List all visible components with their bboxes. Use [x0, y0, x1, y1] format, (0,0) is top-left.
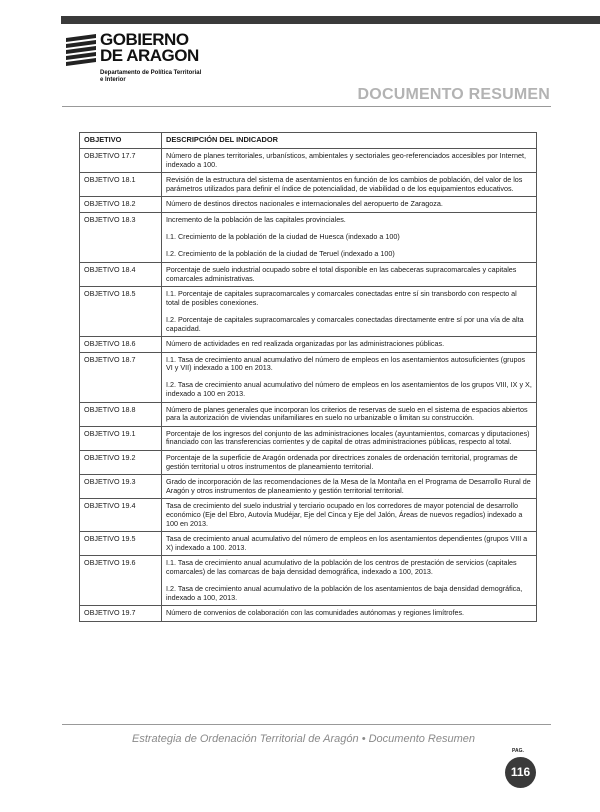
table-row [80, 337, 537, 353]
descripcion-cell [162, 149, 537, 173]
descripcion-cell [162, 212, 537, 262]
descripcion-cell [162, 287, 537, 337]
indicator-text: I.1. Tasa de crecimiento anual acumulativo de la población de los centros de prestación de servicios (capitales comarcales) de las comarcas de baja densidad demográfica, indexado a 100, 2013. [166, 558, 517, 576]
logo-title [100, 32, 199, 64]
indicator-text: I.1. Porcentaje de capitales supracomarcales y comarcales conectadas entre sí sin transbordo con respecto al total de posibles conexiones. [166, 289, 517, 307]
descripcion-cell [162, 532, 537, 556]
indicator-text: Número de planes generales que incorporan los criterios de reservas de suelo en el sistema de espacios abiertos para la autorización de viviendas unifamiliares en suelo no urbanizable o limitan su construcción. [166, 404, 528, 423]
objetivo-cell: OBJETIVO 19.5 [80, 532, 162, 556]
indicator-text: Porcentaje de los ingresos del conjunto de las administraciones locales (ayuntamientos, comarcas y diputaciones) financiado con las transferencias corrientes y de capital de otras administraciones públicas, respecto al total. [166, 428, 530, 447]
objetivo-cell: OBJETIVO 19.1 [80, 426, 162, 450]
table-row [80, 606, 537, 622]
indicator-text: Incremento de la población de las capitales provinciales. [166, 214, 346, 224]
table-row [80, 426, 537, 450]
page-label: PAG. [512, 748, 524, 754]
aragon-flag-icon [66, 34, 96, 66]
table-row [80, 556, 537, 606]
indicator-text: I.2. Crecimiento de la población de la ciudad de Teruel (indexado a 100) [166, 249, 395, 259]
descripcion-cell [162, 337, 537, 353]
descripcion-cell [162, 475, 537, 499]
objetivo-cell: OBJETIVO 18.6 [80, 337, 162, 353]
header-bar [61, 16, 600, 24]
table-body [80, 149, 537, 622]
descripcion-cell [162, 173, 537, 197]
descripcion-cell [162, 499, 537, 532]
descripcion-cell [162, 606, 537, 622]
descripcion-cell [162, 197, 537, 213]
objetivo-cell: OBJETIVO 18.8 [80, 402, 162, 426]
descripcion-cell [162, 426, 537, 450]
indicator-text: I.2. Tasa de crecimiento anual acumulativo de la población de los asentamientos de baja densidad demográfica, indexado a 100, 2013. [166, 584, 523, 602]
objetivo-cell: OBJETIVO 18.7 [80, 352, 162, 402]
document-title: DOCUMENTO RESUMEN [357, 86, 550, 103]
table-row [80, 262, 537, 286]
objetivo-cell: OBJETIVO 18.3 [80, 212, 162, 262]
descripcion-cell [162, 451, 537, 475]
table-row [80, 499, 537, 532]
indicators-table [79, 132, 537, 622]
indicator-text: Número de destinos directos nacionales e internacionales del aeropuerto de Zaragoza. [166, 199, 443, 209]
table-row [80, 173, 537, 197]
indicator-text: Número de planes territoriales, urbanísticos, ambientales y sectoriales geo-referenciados accesibles por Internet, indexado a 100. [166, 151, 526, 169]
indicator-text: Número de convenios de colaboración con las comunidades autónomas y regiones limítrofes. [166, 608, 465, 618]
indicator-text: Revisión de la estructura del sistema de asentamientos en función de los cambios de población, del valor de los parámetros utilizados para definir el índice de potencialidad, de viabilidad o de los equipamientos educativos. [166, 175, 523, 193]
column-header-descripcion: DESCRIPCIÓN DEL INDICADOR [162, 133, 537, 149]
table-row [80, 532, 537, 556]
indicator-text: I.2. Porcentaje de capitales supracomarcales y comarcales conectadas directamente entre sí por una vía de alta capacidad. [166, 314, 524, 333]
objetivo-cell: OBJETIVO 18.1 [80, 173, 162, 197]
table-row [80, 451, 537, 475]
header-divider [62, 106, 551, 107]
indicator-text: Tasa de crecimiento del suelo industrial y terciario ocupado en los corredores de mayor potencial de desarrollo económico (Eje del Ebro, Autovía Mudéjar, Eje del Cinca y Eje del Jalón, Áreas de nuevos regadíos) indexado a 100 en 2013. [166, 501, 523, 528]
indicator-text: Porcentaje de suelo industrial ocupado sobre el total disponible en las cabeceras supracomarcales y capitales comarcales administrativas. [166, 264, 517, 283]
objetivo-cell: OBJETIVO 17.7 [80, 149, 162, 173]
indicator-text: Número de actividades en red realizada organizadas por las administraciones públicas. [166, 339, 445, 349]
indicator-text: Porcentaje de la superficie de Aragón ordenada por directrices zonales de ordenación territorial, programas de gestión territorial u otros instrumentos de planeamiento territorial. [166, 453, 518, 471]
department-line-1: Departamento de Política Territorial [100, 70, 202, 76]
objetivo-cell: OBJETIVO 18.4 [80, 262, 162, 286]
table-row [80, 212, 537, 262]
indicator-text: I.1. Crecimiento de la población de la ciudad de Huesca (indexado a 100) [166, 232, 400, 242]
table-header-row [80, 133, 537, 149]
column-header-objetivo: OBJETIVO [80, 133, 162, 149]
indicators-table-container [79, 132, 537, 622]
department-line-2: e Interior [100, 77, 126, 83]
footer-text: Estrategia de Ordenación Territorial de Aragón • Documento Resumen [132, 733, 475, 745]
table-row [80, 475, 537, 499]
department-name [100, 70, 201, 84]
logo-line-1: GOBIERNO [100, 30, 189, 49]
table-row [80, 402, 537, 426]
indicator-text: Tasa de crecimiento anual acumulativo del número de empleos en los asentamientos dependientes (grupos VIII a X) indexado a 100. 2013. [166, 534, 528, 552]
objetivo-cell: OBJETIVO 19.3 [80, 475, 162, 499]
objetivo-cell: OBJETIVO 19.4 [80, 499, 162, 532]
objetivo-cell: OBJETIVO 19.7 [80, 606, 162, 622]
page-number: 116 [505, 757, 536, 788]
descripcion-cell [162, 402, 537, 426]
table-row [80, 287, 537, 337]
descripcion-cell [162, 556, 537, 606]
objetivo-cell: OBJETIVO 18.5 [80, 287, 162, 337]
table-row [80, 149, 537, 173]
indicator-text: I.1. Tasa de crecimiento anual acumulativo del número de empleos en los asentamientos autosuficientes (grupos VI y VII) indexado a 100 en 2013. [166, 354, 526, 373]
logo-line-2: DE ARAGON [100, 46, 199, 65]
indicator-text: Grado de incorporación de las recomendaciones de la Mesa de la Montaña en el Programa de Desarrollo Rural de Aragón y otros instrumentos de planeamiento y gestión territorial territorial. [166, 477, 531, 495]
table-row [80, 197, 537, 213]
footer-divider [62, 724, 551, 725]
descripcion-cell [162, 262, 537, 286]
objetivo-cell: OBJETIVO 19.6 [80, 556, 162, 606]
descripcion-cell [162, 352, 537, 402]
gobierno-aragon-logo [66, 32, 266, 88]
indicator-text: I.2. Tasa de crecimiento anual acumulativo del número de empleos en los asentamientos de los grupos VIII, IX y X, indexado a 100 en 2013. [166, 380, 532, 399]
table-row [80, 352, 537, 402]
objetivo-cell: OBJETIVO 18.2 [80, 197, 162, 213]
objetivo-cell: OBJETIVO 19.2 [80, 451, 162, 475]
